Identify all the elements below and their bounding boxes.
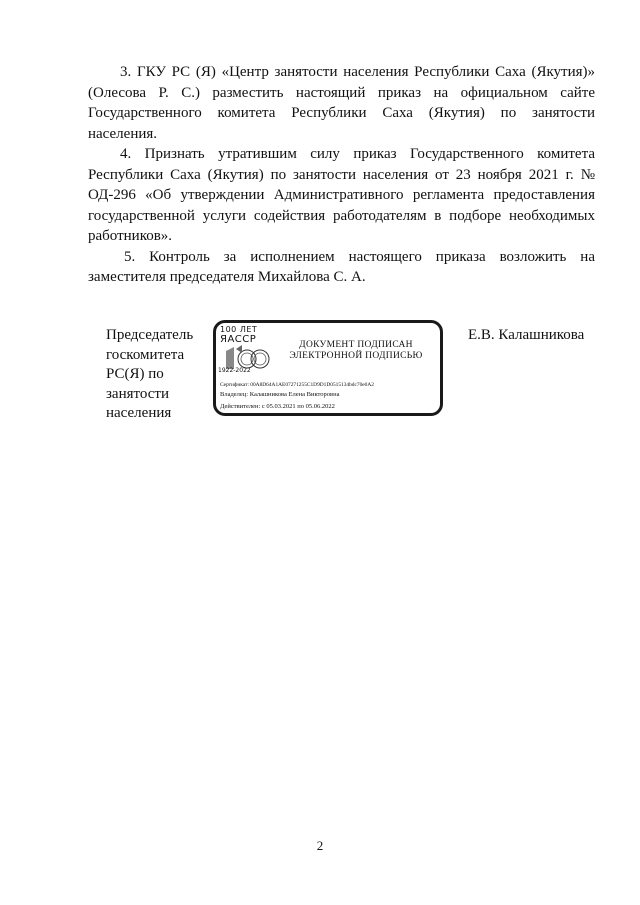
paragraph-5: 5. Контроль за исполнением настоящего приказа возложить на заместителя председателя Михайлова С. А. [88, 248, 595, 285]
signer-position-line: РС(Я) по [106, 366, 164, 382]
stamp-owner: Владелец: Калашникова Елена Викторовна [220, 391, 340, 398]
stamp-title-line-1: ДОКУМЕНТ ПОДПИСАН [299, 340, 413, 350]
stamp-title-line-2: ЭЛЕКТРОННОЙ ПОДПИСЬЮ [289, 351, 423, 361]
paragraph-3: 3. ГКУ РС (Я) «Центр занятости населения Республики Саха (Якутия)» (Олесова Р. С.) разместить настоящий приказ на официальном сайте Государственного комитета Республики Саха (Якутия) по занятости населения. [88, 64, 595, 142]
stamp-logo-years: 1922-2022 [218, 367, 251, 374]
signer-position-line: населения [106, 405, 172, 421]
signer-position-line: Председатель [106, 327, 194, 343]
stamp-validity: Действителен: с 05.03.2021 по 05.06.2022 [220, 403, 335, 410]
stamp-title [276, 340, 436, 362]
stamp-logo-top-text: 100 ЛЕТ [220, 325, 258, 334]
body-text [88, 62, 595, 288]
signer-position [106, 326, 202, 424]
electronic-signature-stamp [213, 320, 443, 416]
stamp-logo-mid-text: ЯАССР [220, 334, 257, 345]
page-number: 2 [316, 838, 324, 853]
paragraph-4: 4. Признать утратившим силу приказ Государственного комитета Республики Саха (Якутия) по занятости населения от 23 ноября 2021 г. № ОД-296 «Об утверждении Административного регламента предоставления государственной услуги содействия работодателям в подборе необходимых работников». [88, 146, 595, 244]
signer-position-line: занятости [106, 385, 169, 402]
signer-position-line: госкомитета [106, 346, 185, 363]
stamp-certificate: Сертификат: 00A8D64A1AE07271255C1D9D1D0515134bdc70e0A2 [220, 382, 374, 388]
signee-name: Е.В. Калашникова [468, 327, 585, 343]
